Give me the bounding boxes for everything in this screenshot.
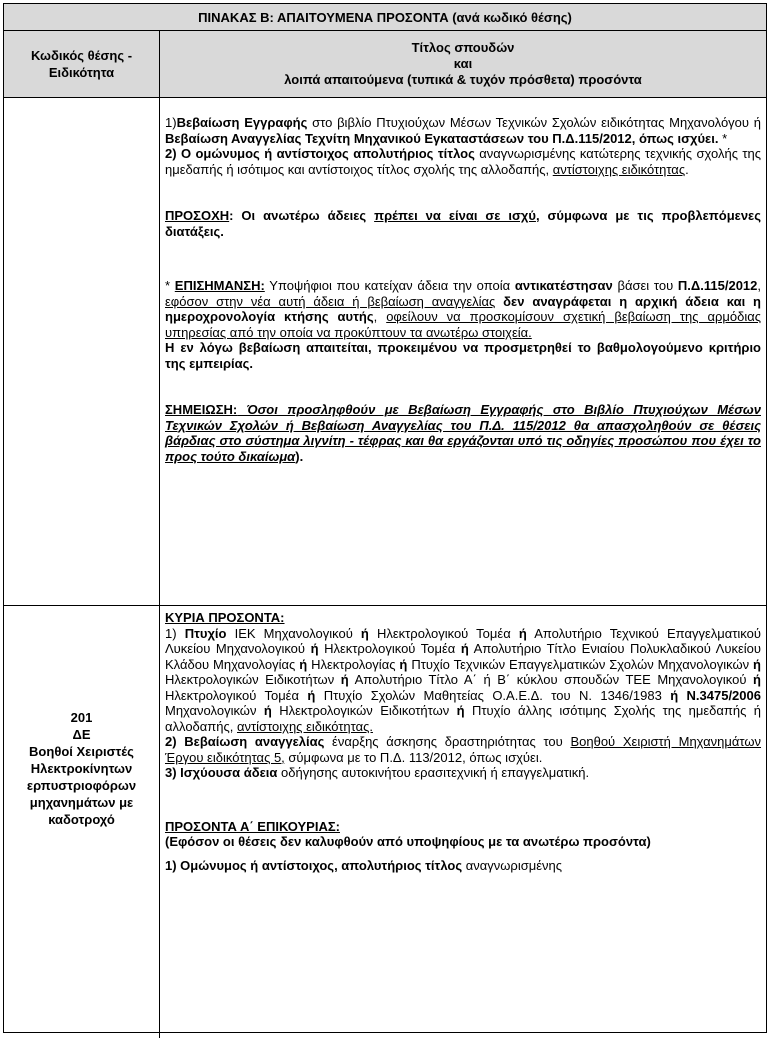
position-category: ΔΕ xyxy=(72,727,91,742)
main-qualification-3: 3) Ισχύουσα άδεια οδήγησης αυτοκινήτου ερασιτεχνική ή επαγγελματική. xyxy=(165,765,590,780)
table-title: ΠΙΝΑΚΑΣ Β: ΑΠΑΙΤΟΥΜΕΝΑ ΠΡΟΣΟΝΤΑ (ανά κωδικό θέσης) xyxy=(4,4,766,31)
employment-note: ΣΗΜΕΙΩΣΗ: Όσοι προσληφθούν με Βεβαίωση Εγγραφής στο Βιβλίο Πτυχιούχων Μέσων Τεχνικών Σχολών ή Βεβαίωση Αναγγελίας του Π.Δ. 115/2012 θα απασχοληθούν σε θέσεις βάρδιας στο σύστημα λιγνίτη - τέφρας και θα εργάζονται υπό τις οδηγίες προσώπου που έχει το προς τούτο δικαίωμα). xyxy=(165,402,761,464)
row1-qualifications xyxy=(165,115,761,464)
column-header-code: Κωδικός θέσης - Ειδικότητα xyxy=(4,31,160,97)
qualification-2: 2) Ο ομώνυμος ή αντίστοιχος απολυτήριος τίτλος αναγνωρισμένης κατώτερης τεχνικής σχολής της ημεδαπής ή ισότιμος και αντίστοιχος τίτλος σχολής της αλλοδαπής, αντίστοιχης ειδικότητας. xyxy=(165,146,761,177)
auxiliary-qualification-1: 1) Ομώνυμος ή αντίστοιχος, απολυτήριος τίτλος αναγνωρισμένης xyxy=(165,857,563,873)
position-code: 201 xyxy=(70,710,93,725)
row-divider xyxy=(4,605,766,606)
specialty-line-4: μηχανημάτων με xyxy=(29,795,134,810)
attention-note: ΠΡΟΣΟΧΗ: Οι ανωτέρω άδειες πρέπει να είναι σε ισχύ, σύμφωνα με τις προβλεπόμενες διατάξεις. xyxy=(165,208,761,239)
specialty-line-1: Βοηθοί Χειριστές xyxy=(29,744,134,759)
qualification-1: 1)Βεβαίωση Εγγραφής στο βιβλίο Πτυχιούχων Μέσων Τεχνικών Σχολών ειδικότητας Μηχανολόγου ή Βεβαίωση Αναγγελίας Τεχνίτη Μηχανικού Εγκαταστάσεων του Π.Δ.115/2012, όπως ισχύει. * xyxy=(165,115,761,146)
header-line-2: και xyxy=(453,56,473,71)
experience-note: Η εν λόγω βεβαίωση απαιτείται, προκειμένου να προσμετρηθεί το βαθμολογούμενο κριτήριο της εμπειρίας. xyxy=(165,340,761,371)
specialty-line-2: Ηλεκτροκίνητων xyxy=(30,761,133,776)
position-code-cell xyxy=(4,709,159,828)
header-line-1: Τίτλος σπουδών xyxy=(411,40,515,55)
main-qualification-2: 2) Βεβαίωση αναγγελίας έναρξης άσκησης δραστηριότητας του Βοηθού Χειριστή Μηχανημάτων Έργου ειδικότητας 5, σύμφωνα με το Π.Δ. 113/2012, όπως ισχύει. xyxy=(165,734,762,765)
remark-note: * ΕΠΙΣΗΜΑΝΣΗ: Υποψήφιοι που κατείχαν άδεια την οποία αντικατέστησαν βάσει του Π.Δ.115/2012, εφόσον στην νέα αυτή άδεια ή βεβαίωση αναγγελίας δεν αναγράφεται η αρχική άδεια και η ημεροχρονολογία κτήσης αυτής, οφείλουν να προσκομίσουν σχετική βεβαίωση της αρμόδιας υπηρεσίας από την οποία να προκύπτουν τα ανωτέρω στοιχεία. xyxy=(165,278,762,340)
requirements-table xyxy=(3,3,767,1033)
auxiliary-note: (Εφόσον οι θέσεις δεν καλυφθούν από υποψηφίους με τα ανωτέρω προσόντα) xyxy=(165,834,651,849)
main-qualification-1: 1) Πτυχίο ΙΕΚ Μηχανολογικού ή Ηλεκτρολογικού Τομέα ή Απολυτήριο Τεχνικού Επαγγελματικού Λυκείου Μηχανολογικού ή Ηλεκτρολογικού Τομέα ή Απολυτήριο Τίτλο Ενιαίου Πολυκλαδικού Λυκείου Κλάδου Μηχανολογίας ή Ηλεκτρολογίας ή Πτυχίο Τεχνικών Επαγγελματικών Σχολών Μηχανολογικών ή Ηλεκτρολογικών Ειδικοτήτων ή Απολυτήριο Τίτλο Α΄ ή Β΄ κύκλου σπουδών ΤΕΕ Μηχανολογικού ή Ηλεκτρολογικού Τομέα ή Πτυχίο Σχολών Μαθητείας Ο.Α.Ε.Δ. του Ν. 1346/1983 ή Ν.3475/2006 Μηχανολογικών ή Ηλεκτρολογικών Ειδικοτήτων ή Πτυχίο άλλης ισότιμης Σχολής της ημεδαπής ή αλλοδαπής, αντίστοιχης ειδικότητας. xyxy=(165,625,761,734)
auxiliary-qualifications-heading: ΠΡΟΣΟΝΤΑ Α΄ ΕΠΙΚΟΥΡΙΑΣ: xyxy=(165,818,340,834)
specialty-line-5: καδοτροχό xyxy=(48,812,115,827)
column-header-qualifications xyxy=(160,31,766,97)
header-line-3: λοιπά απαιτούμενα (τυπικά & τυχόν πρόσθετα) προσόντα xyxy=(284,72,642,87)
specialty-line-3: ερπυστριοφόρων xyxy=(26,778,137,793)
column-divider xyxy=(159,98,160,1038)
table-header-row xyxy=(4,31,766,98)
row2-qualifications xyxy=(165,610,761,873)
main-qualifications-heading: ΚΥΡΙΑ ΠΡΟΣΟΝΤΑ: xyxy=(165,610,285,625)
